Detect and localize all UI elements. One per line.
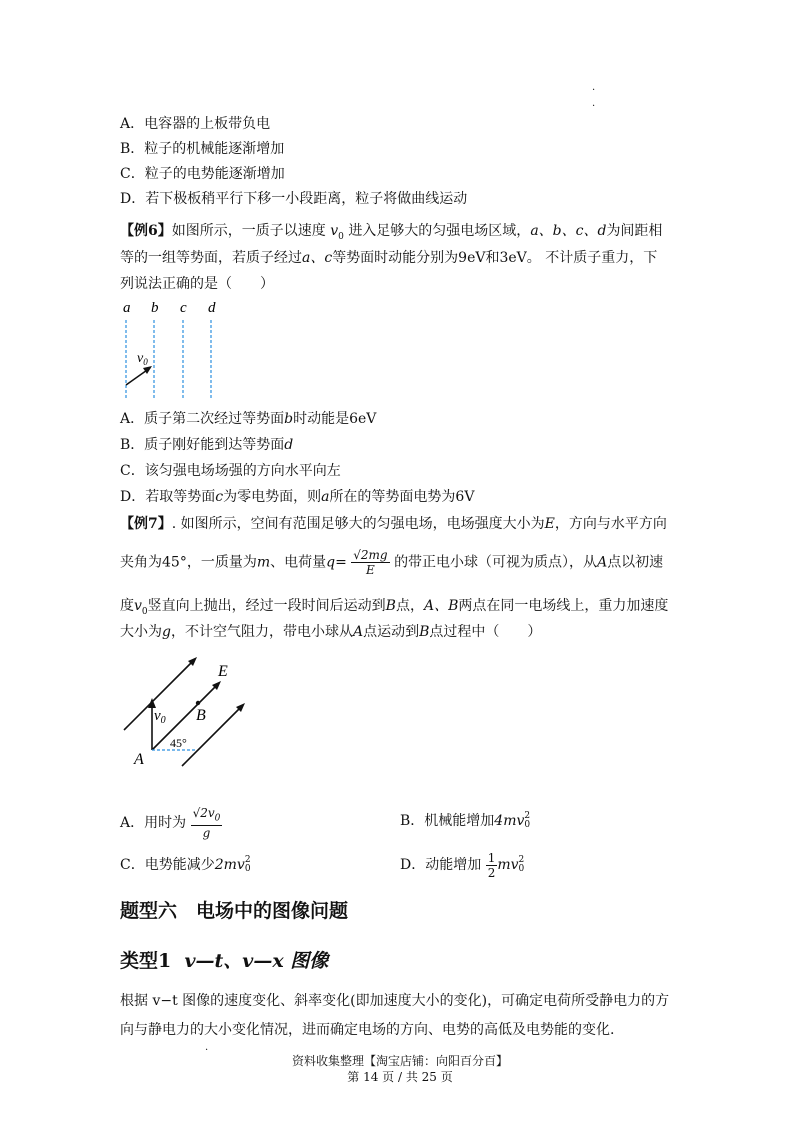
footer-source: 资料收集整理【淘宝店铺：向阳百分百】 — [291, 1054, 508, 1068]
type1-heading: 类型1 v—t、v—x 图像 — [120, 950, 329, 972]
ex7-label-b: B — [196, 707, 206, 724]
prev-option-a: A．电容器的上板带负电 — [120, 116, 271, 132]
ex6-label-b: b — [151, 300, 159, 316]
ex7-line1: 【例7】. 如图所示，空间有范围足够大的匀强电场，电场强度大小为E，方向与水平方向 — [120, 516, 667, 532]
ex7-line3: 度$v_0$竖直向上抛出，经过一段时间后运动到B点，A、B两点在同一电场线上，重力加速度 — [120, 598, 669, 617]
body-line-1: 根据 v−t 图像的速度变化、斜率变化(即加速度大小的变化)，可确定电荷所受静电力的方 — [120, 993, 670, 1009]
ex6-option-b: B．质子刚好能到达等势面d — [120, 437, 294, 453]
ex6-line3: 列说法正确的是（ ） — [120, 276, 274, 292]
ex6-label-c: c — [180, 300, 187, 316]
footer-dot: . — [205, 1042, 209, 1053]
ex6-option-a: A．质子第二次经过等势面b时动能是6eV — [120, 411, 377, 427]
ex7-option-d: D．动能增加 $\frac{1}{2}$ mv 2 0 — [400, 850, 525, 880]
prev-option-b: B．粒子的机械能逐渐增加 — [120, 141, 285, 157]
corner-mark: . — [592, 98, 596, 109]
ex7-charge-fraction: $\frac{√2mg}{E}$ — [353, 548, 388, 577]
ex7-angle-label: 45° — [170, 736, 187, 750]
corner-mark: . — [592, 82, 596, 93]
footer-page-number: 第 14 页 / 共 25 页 — [347, 1070, 453, 1084]
prev-option-c: C．粒子的电势能逐渐增加 — [120, 166, 285, 182]
ex7-option-a: A．用时为 $\frac{√2v_0}{g}$ — [120, 806, 221, 841]
ex7-field-line-3 — [182, 706, 242, 766]
ex6-option-d: D．若取等势面c为零电势面，则a所在的等势面电势为6V — [120, 489, 475, 505]
ex7-label-v0: $v_0$ — [154, 708, 166, 726]
ex7-line2: 夹角为45°，一质量为m、电荷量q= $\frac{√2mg}{E}$ 的带正电小球（可视为质点），从A点以初速 — [120, 548, 664, 577]
ex7-label-e: E — [218, 663, 228, 680]
ex6-option-c: C．该匀强电场场强的方向水平向左 — [120, 463, 341, 479]
ex7-label-a: A — [134, 751, 144, 768]
section-title: 题型六 电场中的图像问题 — [120, 900, 349, 922]
ex7-tag: 【例7】 — [120, 516, 172, 532]
ex6-line2: 等的一组等势面，若质子经过a、c等势面时动能分别为9eV和3eV。 不计质子重力，下 — [120, 250, 658, 266]
ex6-tag: 【例6】 — [120, 223, 172, 239]
ex7-field-figure — [118, 652, 258, 772]
ex6-equipotential-figure — [115, 296, 235, 406]
body-line-2: 向与静电力的大小变化情况，进而确定电场的方向、电势的高低及电势能的变化. — [120, 1022, 615, 1038]
ex6-v0-label: $v_0$ — [137, 351, 148, 367]
ex7-option-c: C．电势能减少2mv 2 0 — [120, 855, 251, 874]
prev-option-d: D．若下极板稍平行下移一小段距离，粒子将做曲线运动 — [120, 191, 468, 207]
ex6-line1: 【例6】如图所示，一质子以速度 $v_0$ 进入足够大的匀强电场区域，a、b、c、d为间距相 — [120, 223, 663, 242]
ex6-label-d: d — [208, 300, 216, 316]
ex6-label-a: a — [123, 300, 131, 316]
ex7-point-b-dot — [196, 701, 200, 705]
ex7-line4: 大小为g，不计空气阻力，带电小球从A点运动到B点过程中（ ） — [120, 624, 542, 640]
ex7-option-b: B．机械能增加4mv 2 0 — [400, 811, 531, 830]
